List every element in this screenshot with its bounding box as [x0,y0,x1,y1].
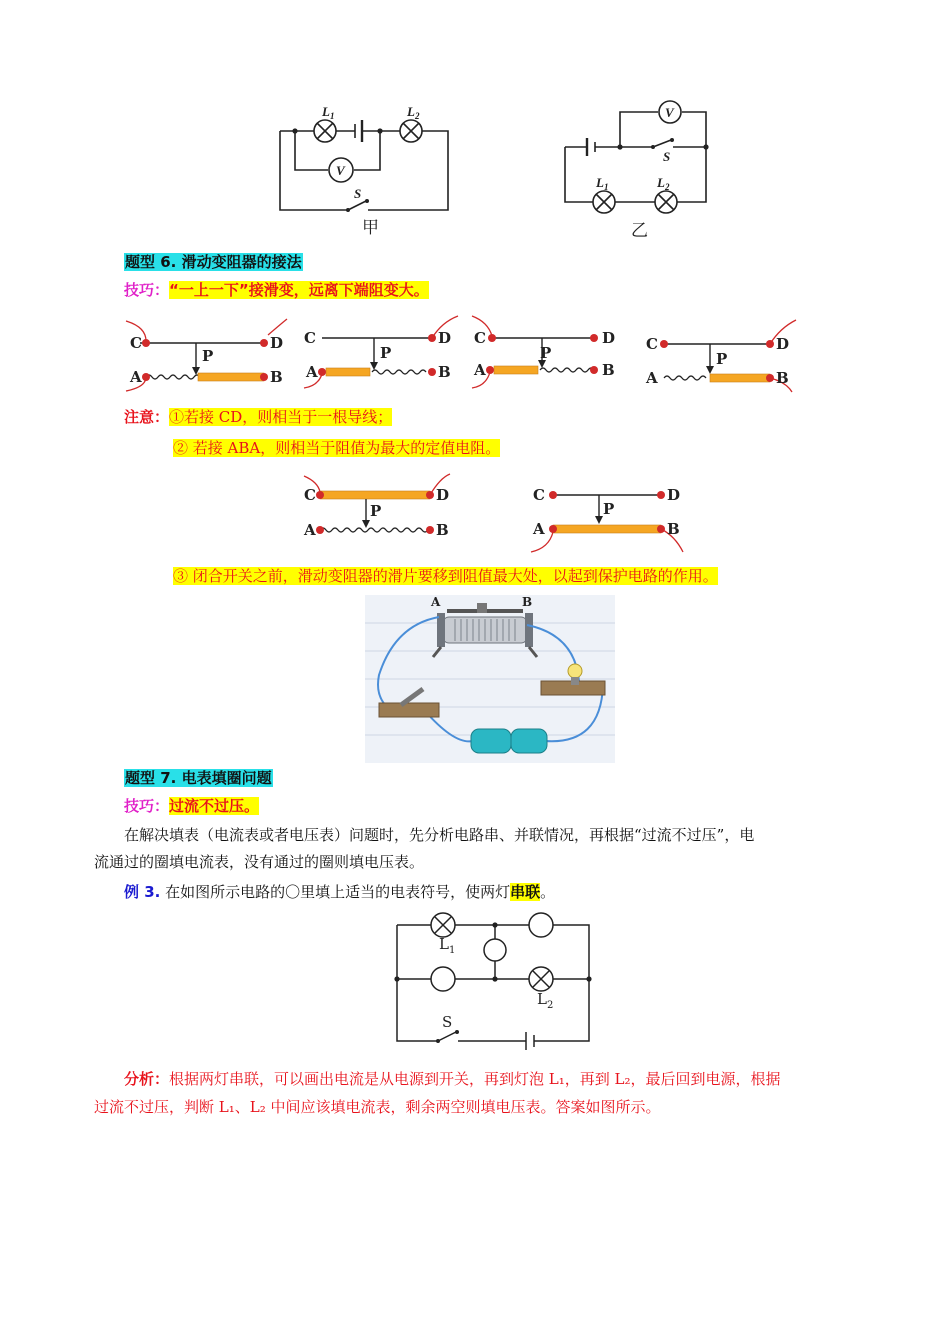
section7-heading: 题型 7. 电表填圈问题 [125,769,272,787]
r5-a-label: A [304,521,316,539]
note-3: ③ 闭合开关之前，滑动变阻器的滑片要移到阻值最大处，以起到保护电路的作用。 [173,567,718,585]
r5-p-label: P [370,502,382,520]
ex3-l2-label: $L_2$ [537,990,554,1011]
jia-switch-label: S [354,186,362,201]
section6-heading: 题型 6. 滑动变阻器的接法 [125,253,302,271]
jia-voltmeter-label: V [336,163,345,178]
rheostat-diagram-3 [468,312,628,392]
r1-a-label: A [130,368,142,386]
section7-tip: 技巧：过流不过压。 [124,797,260,815]
rheostat-diagram-ab [525,478,695,558]
r2-b-label: B [438,363,451,381]
analysis-line1: 分析：根据两灯串联，可以画出电流是从电源到开关，再到灯泡 L₁，再到 L₂，最后回到电源，根据 [124,1070,781,1088]
photo-a-label: A [431,595,441,609]
circuit-jia-diagram [270,100,470,240]
r4-b-label: B [776,369,789,387]
rheostat-diagram-4 [640,316,800,396]
yi-l1-label: $L_1$ [596,175,609,192]
r6-p-label: P [603,500,615,518]
yi-l2-label: $L_2$ [657,175,670,192]
jia-caption: 甲 [362,218,379,238]
jia-l1-label: $L_1$ [322,104,335,121]
r2-p-label: P [380,344,392,362]
r3-d-label: D [602,329,616,347]
r3-a-label: A [474,361,486,379]
r5-c-label: C [304,486,316,504]
rheostat-diagram-1 [122,315,292,395]
r3-c-label: C [474,329,486,347]
r4-p-label: P [716,350,728,368]
physical-circuit-illustration [365,595,615,763]
r2-a-label: A [306,363,318,381]
r1-b-label: B [270,368,283,386]
example3-circuit-diagram [385,905,600,1055]
note-1: 注意：①若接 CD，则相当于一根导线； [124,408,393,426]
r1-c-label: C [130,334,142,352]
ex3-switch-label: S [442,1013,453,1031]
r2-c-label: C [304,329,316,347]
r2-d-label: D [438,329,452,347]
yi-voltmeter-label: V [665,105,674,120]
analysis-line2: 过流不过压，判断 L₁、L₂ 中间应该填电流表，剩余两空则填电压表。答案如图所示。 [94,1098,661,1116]
r6-c-label: C [533,486,545,504]
r5-b-label: B [436,521,449,539]
yi-switch-label: S [663,149,671,164]
rheostat-diagram-cd [300,470,460,550]
r6-a-label: A [533,520,545,538]
r5-d-label: D [436,486,450,504]
r3-p-label: P [540,344,552,362]
r4-a-label: A [646,369,658,387]
photo-b-label: B [522,595,533,609]
section6-tip: 技巧：“一上一下”接滑变，远离下端阻变大。 [124,281,429,299]
r4-d-label: D [776,335,790,353]
circuit-yi-diagram [555,95,725,245]
r1-d-label: D [270,334,284,352]
r6-d-label: D [667,486,681,504]
rheostat-diagram-2 [300,312,460,392]
section7-para-line1: 在解决填表（电流表或者电压表）问题时，先分析电路串、并联情况，再根据“过流不过压”，电 [124,826,755,844]
example3-question: 例 3. 在如图所示电路的〇里填上适当的电表符号，使两灯串联。 [124,883,556,901]
r6-b-label: B [667,520,680,538]
jia-l2-label: $L_2$ [407,104,420,121]
ex3-l1-label: $L_1$ [439,935,456,956]
r4-c-label: C [646,335,658,353]
yi-caption: 乙 [631,221,648,241]
note-2: ② 若接 ABA，则相当于阻值为最大的定值电阻。 [173,439,501,457]
section7-para-line2: 流通过的圈填电流表，没有通过的圈则填电压表。 [94,853,425,871]
r1-p-label: P [202,347,214,365]
r3-b-label: B [602,361,615,379]
